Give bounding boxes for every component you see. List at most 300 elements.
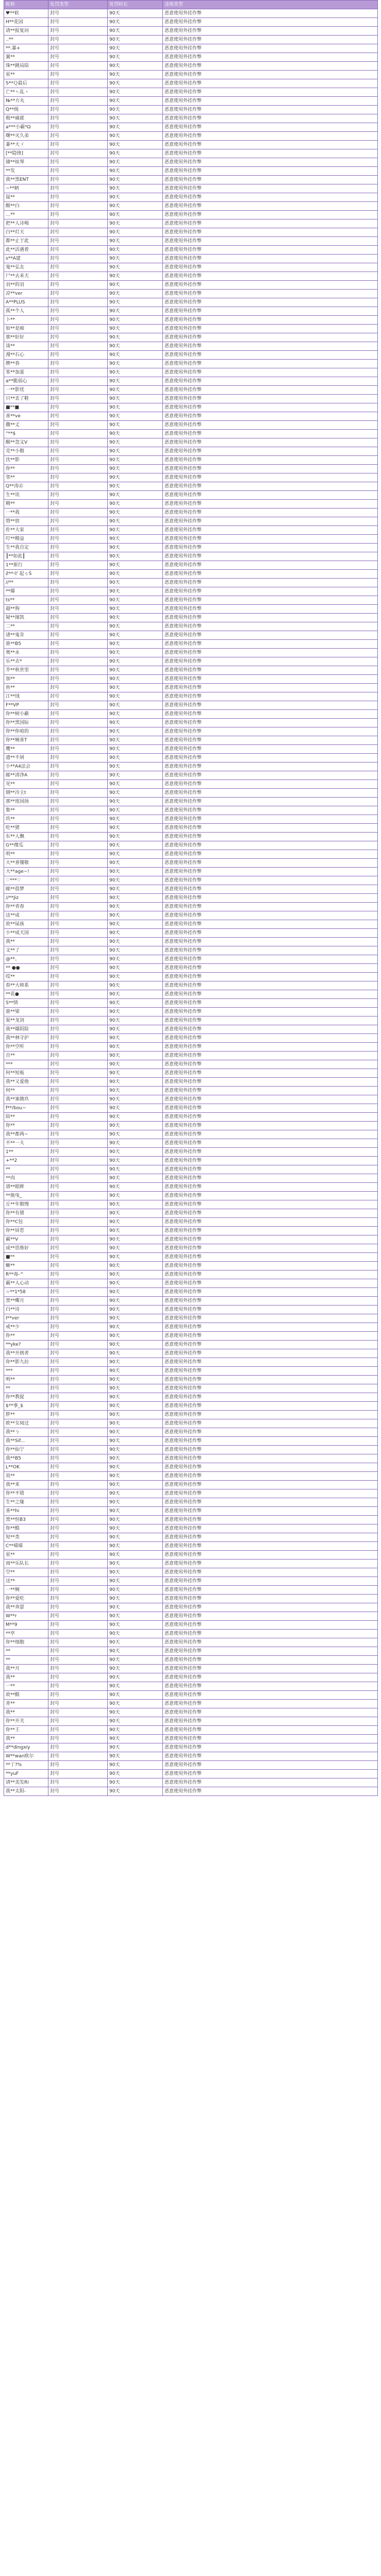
violation-type-cell: 恶意使用外挂作弊 bbox=[163, 1008, 378, 1016]
nickname-cell: 星** bbox=[4, 71, 48, 79]
nickname-cell: 诸**鬼肯 bbox=[4, 631, 48, 640]
penalty-type-cell: 封号 bbox=[48, 219, 108, 228]
table-row bbox=[4, 412, 378, 421]
penalty-type-cell: 封号 bbox=[48, 692, 108, 701]
violation-type-cell: 恶意使用外挂作弊 bbox=[163, 1095, 378, 1104]
penalty-type-cell: 封号 bbox=[48, 1770, 108, 1778]
table-row bbox=[4, 1227, 378, 1235]
penalty-duration-cell: 90天 bbox=[108, 18, 163, 27]
table-row bbox=[4, 473, 378, 482]
nickname-cell: 不**一大 bbox=[4, 1139, 48, 1148]
table-row bbox=[4, 1349, 378, 1358]
table-row bbox=[4, 386, 378, 395]
penalty-type-cell: 封号 bbox=[48, 141, 108, 149]
penalty-type-cell: 封号 bbox=[48, 1244, 108, 1253]
table-row bbox=[4, 894, 378, 903]
nickname-cell: 吃**猪 bbox=[4, 824, 48, 833]
penalty-duration-cell: 90天 bbox=[108, 1717, 163, 1726]
penalty-duration-cell: 90天 bbox=[108, 246, 163, 255]
penalty-duration-cell: 90天 bbox=[108, 964, 163, 973]
penalty-type-cell: 封号 bbox=[48, 1568, 108, 1577]
violation-type-cell: 恶意使用外挂作弊 bbox=[163, 1752, 378, 1761]
nickname-cell: S**Ｑ最后 bbox=[4, 79, 48, 88]
nickname-cell: 一**影忧 bbox=[4, 386, 48, 395]
table-row bbox=[4, 1770, 378, 1778]
table-row bbox=[4, 1174, 378, 1183]
violation-type-cell: 恶意使用外挂作弊 bbox=[163, 1568, 378, 1577]
violation-type-cell: 恶意使用外挂作弊 bbox=[163, 1481, 378, 1489]
violation-type-cell: 恶意使用外挂作弊 bbox=[163, 316, 378, 325]
nickname-cell: 生**我自定 bbox=[4, 544, 48, 552]
table-row bbox=[4, 1472, 378, 1481]
penalty-duration-cell: 90天 bbox=[108, 692, 163, 701]
nickname-cell: 春**大师系 bbox=[4, 981, 48, 990]
penalty-duration-cell: 90天 bbox=[108, 727, 163, 736]
penalty-duration-cell: 90天 bbox=[108, 640, 163, 649]
penalty-duration-cell: 90天 bbox=[108, 579, 163, 587]
penalty-type-cell: 封号 bbox=[48, 62, 108, 71]
nickname-cell: 克**小傲 bbox=[4, 447, 48, 456]
table-row bbox=[4, 1104, 378, 1113]
penalty-type-cell: 封号 bbox=[48, 1253, 108, 1262]
penalty-duration-cell: 90天 bbox=[108, 938, 163, 946]
nickname-cell: 我**爆阴险 bbox=[4, 1025, 48, 1034]
penalty-type-cell: 封号 bbox=[48, 395, 108, 403]
table-row bbox=[4, 649, 378, 657]
penalty-duration-cell: 90天 bbox=[108, 535, 163, 544]
penalty-type-cell: 封号 bbox=[48, 1761, 108, 1770]
violation-type-cell: 恶意使用外挂作弊 bbox=[163, 1043, 378, 1052]
table-row bbox=[4, 981, 378, 990]
violation-type-cell: 恶意使用外挂作弊 bbox=[163, 1489, 378, 1498]
table-row bbox=[4, 1507, 378, 1516]
penalty-duration-cell: 90天 bbox=[108, 1489, 163, 1498]
penalty-type-cell: 封号 bbox=[48, 973, 108, 981]
violation-type-cell: 恶意使用外挂作弊 bbox=[163, 456, 378, 465]
nickname-cell: 江**绒 bbox=[4, 692, 48, 701]
penalty-type-cell: 封号 bbox=[48, 1008, 108, 1016]
violation-type-cell: 恶意使用外挂作弊 bbox=[163, 88, 378, 97]
nickname-cell: 极**痛就 bbox=[4, 114, 48, 123]
table-row bbox=[4, 430, 378, 438]
penalty-type-cell: 封号 bbox=[48, 649, 108, 657]
penalty-type-cell: 封号 bbox=[48, 1621, 108, 1630]
table-row bbox=[4, 1489, 378, 1498]
penalty-duration-cell: 90天 bbox=[108, 79, 163, 88]
penalty-duration-cell: 90天 bbox=[108, 1332, 163, 1341]
penalty-duration-cell: 90天 bbox=[108, 657, 163, 666]
violation-type-cell: 恶意使用外挂作弊 bbox=[163, 1419, 378, 1428]
nickname-cell: 加** bbox=[4, 675, 48, 684]
penalty-duration-cell: 90天 bbox=[108, 868, 163, 876]
violation-type-cell: 恶意使用外挂作弊 bbox=[163, 1586, 378, 1595]
penalty-type-cell: 封号 bbox=[48, 1463, 108, 1472]
penalty-type-cell: 封号 bbox=[48, 368, 108, 377]
penalty-type-cell: 封号 bbox=[48, 1262, 108, 1270]
table-row bbox=[4, 1454, 378, 1463]
table-row bbox=[4, 701, 378, 710]
violation-type-cell: 恶意使用外挂作弊 bbox=[163, 999, 378, 1008]
violation-type-cell: 恶意使用外挂作弊 bbox=[163, 219, 378, 228]
penalty-duration-cell: 90天 bbox=[108, 1630, 163, 1638]
penalty-duration-cell: 90天 bbox=[108, 631, 163, 640]
nickname-cell: 一**婉 bbox=[4, 1586, 48, 1595]
nickname-cell: 生**之缘 bbox=[4, 1498, 48, 1507]
nickname-cell: 我**开朗者 bbox=[4, 1349, 48, 1358]
penalty-duration-cell: 90天 bbox=[108, 517, 163, 526]
penalty-duration-cell: 90天 bbox=[108, 298, 163, 307]
table-row bbox=[4, 149, 378, 158]
violation-type-cell: 恶意使用外挂作弊 bbox=[163, 1673, 378, 1682]
table-row bbox=[4, 491, 378, 500]
nickname-cell: ** bbox=[4, 1165, 48, 1174]
penalty-duration-cell: 90天 bbox=[108, 412, 163, 421]
violation-type-cell: 恶意使用外挂作弊 bbox=[163, 675, 378, 684]
violation-type-cell: 恶意使用外挂作弊 bbox=[163, 421, 378, 430]
violation-type-cell: 恶意使用外挂作弊 bbox=[163, 298, 378, 307]
table-row bbox=[4, 1603, 378, 1612]
penalty-duration-cell: 90天 bbox=[108, 1656, 163, 1665]
penalty-type-cell: 封号 bbox=[48, 1778, 108, 1787]
table-row bbox=[4, 1673, 378, 1682]
penalty-type-cell: 封号 bbox=[48, 596, 108, 605]
nickname-cell: S**情 bbox=[4, 999, 48, 1008]
penalty-duration-cell: 90天 bbox=[108, 141, 163, 149]
violation-type-cell: 恶意使用外挂作弊 bbox=[163, 614, 378, 622]
penalty-duration-cell: 90天 bbox=[108, 1253, 163, 1262]
penalty-duration-cell: 90天 bbox=[108, 1157, 163, 1165]
penalty-type-cell: 封号 bbox=[48, 981, 108, 990]
table-row bbox=[4, 859, 378, 868]
nickname-cell: 佐**大家 bbox=[4, 526, 48, 535]
table-row bbox=[4, 255, 378, 263]
table-row bbox=[4, 1498, 378, 1507]
nickname-cell: 你**黑国际 bbox=[4, 719, 48, 727]
nickname-cell: @**。 bbox=[4, 955, 48, 964]
table-row bbox=[4, 1235, 378, 1244]
nickname-cell: 1** bbox=[4, 1148, 48, 1157]
violation-type-cell: 恶意使用外挂作弊 bbox=[163, 97, 378, 106]
table-row bbox=[4, 903, 378, 911]
nickname-cell: 此**活遇着 bbox=[4, 246, 48, 255]
violation-type-cell: 恶意使用外挂作弊 bbox=[163, 202, 378, 211]
penalty-type-cell: 封号 bbox=[48, 263, 108, 272]
nickname-cell: 这** bbox=[4, 1577, 48, 1586]
table-row bbox=[4, 596, 378, 605]
nickname-cell: 鹰** bbox=[4, 745, 48, 754]
penalty-duration-cell: 90天 bbox=[108, 53, 163, 62]
violation-type-cell: 恶意使用外挂作弊 bbox=[163, 132, 378, 141]
violation-type-cell: 恶意使用外挂作弊 bbox=[163, 263, 378, 272]
penalty-type-cell: 封号 bbox=[48, 1472, 108, 1481]
table-row bbox=[4, 955, 378, 964]
violation-type-cell: 恶意使用外挂作弊 bbox=[163, 526, 378, 535]
violation-type-cell: 恶意使用外挂作弊 bbox=[163, 1139, 378, 1148]
violation-type-cell: 恶意使用外挂作弊 bbox=[163, 1778, 378, 1787]
penalty-type-cell: 封号 bbox=[48, 1700, 108, 1708]
violation-type-cell: 恶意使用外挂作弊 bbox=[163, 1463, 378, 1472]
nickname-cell: 脾**春 bbox=[4, 360, 48, 368]
penalty-type-cell: 封号 bbox=[48, 903, 108, 911]
table-row bbox=[4, 1560, 378, 1568]
table-row bbox=[4, 1078, 378, 1087]
nickname-cell: //** bbox=[4, 579, 48, 587]
violation-type-cell: 恶意使用外挂作弊 bbox=[163, 1376, 378, 1384]
nickname-cell: 翼** bbox=[4, 53, 48, 62]
penalty-duration-cell: 90天 bbox=[108, 1595, 163, 1603]
table-row bbox=[4, 36, 378, 44]
nickname-cell: 我**林守护 bbox=[4, 1034, 48, 1043]
penalty-type-cell: 封号 bbox=[48, 1533, 108, 1542]
table-row bbox=[4, 1069, 378, 1078]
violation-type-cell: 恶意使用外挂作弊 bbox=[163, 473, 378, 482]
penalty-duration-cell: 90天 bbox=[108, 193, 163, 202]
penalty-duration-cell: 90天 bbox=[108, 1279, 163, 1288]
penalty-type-cell: 封号 bbox=[48, 719, 108, 727]
nickname-cell: 小**成天国 bbox=[4, 929, 48, 938]
penalty-type-cell: 封号 bbox=[48, 473, 108, 482]
table-row bbox=[4, 246, 378, 255]
violation-type-cell: 恶意使用外挂作弊 bbox=[163, 228, 378, 237]
penalty-type-cell: 封号 bbox=[48, 579, 108, 587]
violation-type-cell: 恶意使用外挂作弊 bbox=[163, 123, 378, 132]
nickname-cell: 邮**清净A bbox=[4, 771, 48, 780]
penalty-duration-cell: 90天 bbox=[108, 1603, 163, 1612]
violation-type-cell: 恶意使用外挂作弊 bbox=[163, 62, 378, 71]
penalty-duration-cell: 90天 bbox=[108, 1621, 163, 1630]
table-body bbox=[4, 9, 378, 1796]
penalty-table bbox=[4, 0, 378, 1796]
nickname-cell: 你**青春 bbox=[4, 903, 48, 911]
violation-type-cell: 恶意使用外挂作弊 bbox=[163, 666, 378, 675]
penalty-type-cell: 封号 bbox=[48, 1524, 108, 1533]
nickname-cell: 奥**永 bbox=[4, 649, 48, 657]
table-row bbox=[4, 1411, 378, 1419]
penalty-duration-cell: 90天 bbox=[108, 1349, 163, 1358]
penalty-duration-cell: 90天 bbox=[108, 176, 163, 184]
nickname-cell: 喜**hi bbox=[4, 1507, 48, 1516]
table-row bbox=[4, 1419, 378, 1428]
nickname-cell: 我**Sif... bbox=[4, 1437, 48, 1446]
penalty-duration-cell: 90天 bbox=[108, 281, 163, 290]
penalty-type-cell: 封号 bbox=[48, 850, 108, 859]
penalty-type-cell: 封号 bbox=[48, 403, 108, 412]
violation-type-cell: 恶意使用外挂作弊 bbox=[163, 727, 378, 736]
nickname-cell: 撒**丈 bbox=[4, 421, 48, 430]
nickname-cell: 你**细胞 bbox=[4, 1638, 48, 1647]
table-row bbox=[4, 1778, 378, 1787]
penalty-type-cell: 封号 bbox=[48, 1516, 108, 1524]
violation-type-cell: 恶意使用外挂作弊 bbox=[163, 684, 378, 692]
table-row bbox=[4, 570, 378, 579]
penalty-type-cell: 封号 bbox=[48, 1638, 108, 1647]
violation-type-cell: 恶意使用外挂作弊 bbox=[163, 579, 378, 587]
table-row bbox=[4, 1647, 378, 1656]
nickname-cell: ~**柄 bbox=[4, 184, 48, 193]
table-row bbox=[4, 1043, 378, 1052]
nickname-cell: 哎** bbox=[4, 973, 48, 981]
penalty-type-cell: 封号 bbox=[48, 1165, 108, 1174]
nickname-cell: d**dingxiy bbox=[4, 1743, 48, 1752]
violation-type-cell: 恶意使用外挂作弊 bbox=[163, 762, 378, 771]
table-row bbox=[4, 1516, 378, 1524]
table-row bbox=[4, 990, 378, 999]
penalty-type-cell: 封号 bbox=[48, 544, 108, 552]
nickname-cell: ts** bbox=[4, 596, 48, 605]
nickname-cell: **发 bbox=[4, 167, 48, 176]
nickname-cell: 谁**梁 bbox=[4, 1008, 48, 1016]
nickname-cell: 你**酷 bbox=[4, 1524, 48, 1533]
table-row bbox=[4, 158, 378, 167]
nickname-cell: Q**级 bbox=[4, 106, 48, 114]
table-row bbox=[4, 1463, 378, 1472]
penalty-type-cell: 封号 bbox=[48, 509, 108, 517]
violation-type-cell: 恶意使用外挂作弊 bbox=[163, 535, 378, 544]
penalty-type-cell: 封号 bbox=[48, 1209, 108, 1218]
table-row bbox=[4, 1586, 378, 1595]
table-row bbox=[4, 815, 378, 824]
table-row bbox=[4, 79, 378, 88]
penalty-type-cell: 封号 bbox=[48, 614, 108, 622]
violation-type-cell: 恶意使用外挂作弊 bbox=[163, 868, 378, 876]
nickname-cell: 乐**去* bbox=[4, 657, 48, 666]
penalty-duration-cell: 90天 bbox=[108, 1192, 163, 1200]
violation-type-cell: 恶意使用外挂作弊 bbox=[163, 1700, 378, 1708]
table-row bbox=[4, 868, 378, 876]
penalty-type-cell: 封号 bbox=[48, 290, 108, 298]
penalty-duration-cell: 90天 bbox=[108, 850, 163, 859]
nickname-cell: Ƨ**ゼ 起ぅŚ bbox=[4, 570, 48, 579]
penalty-duration-cell: 90天 bbox=[108, 395, 163, 403]
table-row bbox=[4, 219, 378, 228]
violation-type-cell: 恶意使用外挂作弊 bbox=[163, 1227, 378, 1235]
penalty-type-cell: 封号 bbox=[48, 1726, 108, 1735]
penalty-duration-cell: 90天 bbox=[108, 1428, 163, 1437]
table-row bbox=[4, 456, 378, 465]
violation-type-cell: 恶意使用外挂作弊 bbox=[163, 552, 378, 561]
violation-type-cell: 恶意使用外挂作弊 bbox=[163, 789, 378, 798]
penalty-duration-cell: 90天 bbox=[108, 526, 163, 535]
violation-type-cell: 恶意使用外挂作弊 bbox=[163, 386, 378, 395]
nickname-cell: 你**影九拉 bbox=[4, 1358, 48, 1367]
table-row bbox=[4, 1743, 378, 1752]
violation-type-cell: 恶意使用外挂作弊 bbox=[163, 184, 378, 193]
violation-type-cell: 恶意使用外挂作弊 bbox=[163, 1087, 378, 1095]
table-row bbox=[4, 1218, 378, 1227]
table-row bbox=[4, 360, 378, 368]
table-row bbox=[4, 184, 378, 193]
nickname-cell: 这**成 bbox=[4, 911, 48, 920]
penalty-type-cell: 封号 bbox=[48, 1691, 108, 1700]
nickname-cell: 请**报复问 bbox=[4, 27, 48, 36]
penalty-duration-cell: 90天 bbox=[108, 403, 163, 412]
nickname-cell: 你** bbox=[4, 465, 48, 473]
table-row bbox=[4, 368, 378, 377]
table-row bbox=[4, 27, 378, 36]
nickname-cell: 你**有猪 bbox=[4, 1209, 48, 1218]
table-row bbox=[4, 281, 378, 290]
table-row bbox=[4, 1428, 378, 1437]
nickname-cell: 邮**晨梦 bbox=[4, 885, 48, 894]
column-header-violation-type: 违规类型 bbox=[163, 1, 378, 9]
table-row bbox=[4, 1192, 378, 1200]
violation-type-cell: 恶意使用外挂作弊 bbox=[163, 1656, 378, 1665]
violation-type-cell: 恶意使用外挂作弊 bbox=[163, 1743, 378, 1752]
nickname-cell: 二** bbox=[4, 622, 48, 631]
table-row bbox=[4, 876, 378, 885]
penalty-type-cell: 封号 bbox=[48, 1341, 108, 1349]
nickname-cell: 你**仙宁 bbox=[4, 1446, 48, 1454]
penalty-type-cell: 封号 bbox=[48, 885, 108, 894]
table-row bbox=[4, 1008, 378, 1016]
violation-type-cell: 恶意使用外挂作弊 bbox=[163, 1297, 378, 1306]
penalty-duration-cell: 90天 bbox=[108, 745, 163, 754]
penalty-type-cell: 封号 bbox=[48, 1481, 108, 1489]
penalty-duration-cell: 90天 bbox=[108, 1612, 163, 1621]
violation-type-cell: 恶意使用外挂作弊 bbox=[163, 1016, 378, 1025]
table-row bbox=[4, 833, 378, 841]
violation-type-cell: 恶意使用外挂作弊 bbox=[163, 158, 378, 167]
table-row bbox=[4, 1130, 378, 1139]
nickname-cell: 霸**V bbox=[4, 1235, 48, 1244]
table-row bbox=[4, 666, 378, 675]
violation-type-cell: 恶意使用外挂作弊 bbox=[163, 1603, 378, 1612]
nickname-cell: 明** bbox=[4, 850, 48, 859]
nickname-cell: 只**丢了鞋 bbox=[4, 395, 48, 403]
penalty-type-cell: 封号 bbox=[48, 1419, 108, 1428]
nickname-cell: R**毒-^ bbox=[4, 1270, 48, 1279]
penalty-duration-cell: 90天 bbox=[108, 1095, 163, 1104]
penalty-type-cell: 封号 bbox=[48, 1060, 108, 1069]
penalty-duration-cell: 90天 bbox=[108, 771, 163, 780]
penalty-type-cell: 封号 bbox=[48, 1016, 108, 1025]
table-row bbox=[4, 1726, 378, 1735]
table-row bbox=[4, 509, 378, 517]
penalty-type-cell: 封号 bbox=[48, 570, 108, 579]
penalty-type-cell: 封号 bbox=[48, 307, 108, 316]
penalty-type-cell: 封号 bbox=[48, 1043, 108, 1052]
violation-type-cell: 恶意使用外挂作弊 bbox=[163, 1726, 378, 1735]
table-row bbox=[4, 657, 378, 666]
penalty-duration-cell: 90天 bbox=[108, 447, 163, 456]
penalty-type-cell: 封号 bbox=[48, 1139, 108, 1148]
violation-type-cell: 恶意使用外挂作弊 bbox=[163, 176, 378, 184]
violation-type-cell: 恶意使用外挂作弊 bbox=[163, 981, 378, 990]
penalty-type-cell: 封号 bbox=[48, 1095, 108, 1104]
nickname-cell: 雨**乐队长 bbox=[4, 1560, 48, 1568]
penalty-type-cell: 封号 bbox=[48, 798, 108, 806]
nickname-cell: 何** bbox=[4, 1087, 48, 1095]
table-row bbox=[4, 1638, 378, 1647]
penalty-duration-cell: 90天 bbox=[108, 1726, 163, 1735]
table-row bbox=[4, 999, 378, 1008]
penalty-type-cell: 封号 bbox=[48, 1560, 108, 1568]
nickname-cell: a***小霸*Ω bbox=[4, 123, 48, 132]
violation-type-cell: 恶意使用外挂作弊 bbox=[163, 1060, 378, 1069]
nickname-cell: 卜** bbox=[4, 316, 48, 325]
nickname-cell: 空** bbox=[4, 1568, 48, 1577]
violation-type-cell: 恶意使用外挂作弊 bbox=[163, 79, 378, 88]
nickname-cell: 那**好好 bbox=[4, 333, 48, 342]
penalty-type-cell: 封号 bbox=[48, 736, 108, 745]
nickname-cell: 遗**不屑 bbox=[4, 754, 48, 762]
penalty-type-cell: 封号 bbox=[48, 710, 108, 719]
table-row bbox=[4, 754, 378, 762]
penalty-type-cell: 封号 bbox=[48, 351, 108, 360]
penalty-duration-cell: 90天 bbox=[108, 544, 163, 552]
violation-type-cell: 恶意使用外挂作弊 bbox=[163, 1200, 378, 1209]
nickname-cell: 你**树小蔽 bbox=[4, 710, 48, 719]
